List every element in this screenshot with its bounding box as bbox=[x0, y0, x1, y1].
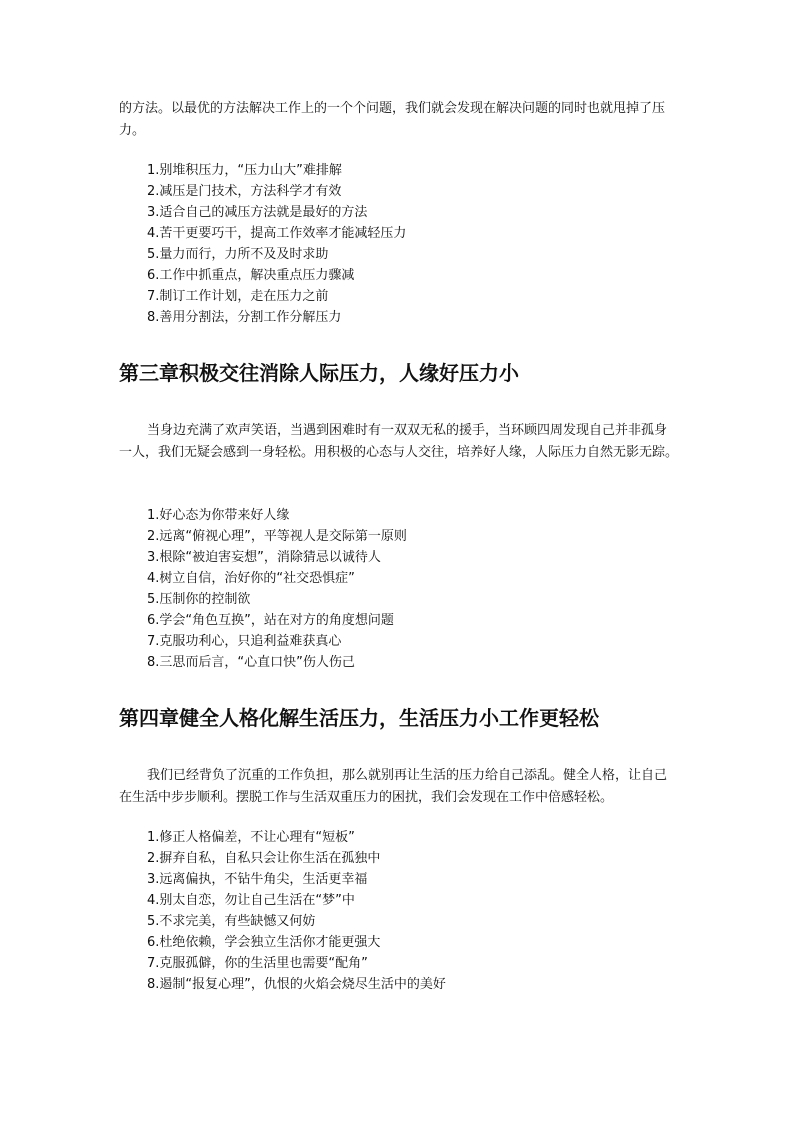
list-item: 7.克服功利心，只追利益难获真心 bbox=[147, 634, 342, 649]
list-item: 2.远离“俯视心理”，平等视人是交际第一原则 bbox=[147, 529, 407, 544]
list-item: 6.学会“角色互换”，站在对方的角度想问题 bbox=[147, 613, 394, 628]
list-item: 1.修正人格偏差，不让心理有“短板” bbox=[147, 830, 355, 845]
chapter4-title: 第四章健全人格化解生活压力，生活压力小工作更轻松 bbox=[119, 706, 599, 730]
list-item: 1.好心态为你带来好人缘 bbox=[147, 508, 290, 523]
list-item: 2.摒弃自私，自私只会让你生活在孤独中 bbox=[147, 851, 381, 866]
chapter4-intro: 我们已经背负了沉重的工作负担，那么就别再让生活的压力给自己添乱。健全人格，让自己在生活中步步顺利。摆脱工作与生活双重压力的困扰，我们会发现在工作中倍感轻松。 bbox=[119, 768, 668, 805]
list-item: 8.遏制“报复心理”，仇恨的火焰会烧尽生活中的美好 bbox=[147, 977, 446, 992]
list-item: 5.压制你的控制欲 bbox=[147, 592, 251, 607]
list-item: 1.别堆积压力，“压力山大”难排解 bbox=[147, 163, 342, 178]
chapter4-list bbox=[147, 827, 446, 995]
list-item: 8.三思而后言，“心直口快”伤人伤己 bbox=[147, 655, 355, 670]
list-item: 4.苦干更要巧干，提高工作效率才能减轻压力 bbox=[147, 226, 407, 241]
list-item: 8.善用分割法，分割工作分解压力 bbox=[147, 310, 342, 325]
continued-paragraph: 的方法。以最优的方法解决工作上的一个个问题，我们就会发现在解决问题的同时也就甩掉了压力。 bbox=[119, 101, 666, 138]
chapter3-intro: 当身边充满了欢声笑语，当遇到困难时有一双双无私的援手，当环顾四周发现自己并非孤身一人，我们无疑会感到一身轻松。用积极的心态与人交往，培养好人缘，人际压力自然无影无踪。 bbox=[119, 423, 679, 460]
list-item: 7.制订工作计划，走在压力之前 bbox=[147, 289, 329, 304]
list-item: 2.减压是门技术，方法科学才有效 bbox=[147, 184, 342, 199]
list-item: 4.别太自恋，勿让自己生活在“梦”中 bbox=[147, 893, 355, 908]
list-item: 7.克服孤僻，你的生活里也需要“配角” bbox=[147, 956, 368, 971]
list-item: 6.工作中抓重点，解决重点压力骤减 bbox=[147, 268, 355, 283]
list-item: 3.适合自己的减压方法就是最好的方法 bbox=[147, 205, 368, 220]
list-item: 4.树立自信，治好你的“社交恐惧症” bbox=[147, 571, 355, 586]
list-item: 3.根除“被迫害妄想”，消除猜忌以诚待人 bbox=[147, 550, 381, 565]
list-item: 5.不求完美，有些缺憾又何妨 bbox=[147, 914, 316, 929]
chapter3-title: 第三章积极交往消除人际压力，人缘好压力小 bbox=[119, 361, 519, 385]
chapter3-list bbox=[147, 505, 407, 673]
chapter2-list bbox=[147, 160, 406, 328]
list-item: 3.远离偏执，不钻牛角尖，生活更幸福 bbox=[147, 872, 368, 887]
list-item: 5.量力而行，力所不及及时求助 bbox=[147, 247, 329, 262]
list-item: 6.杜绝依赖，学会独立生活你才能更强大 bbox=[147, 935, 381, 950]
